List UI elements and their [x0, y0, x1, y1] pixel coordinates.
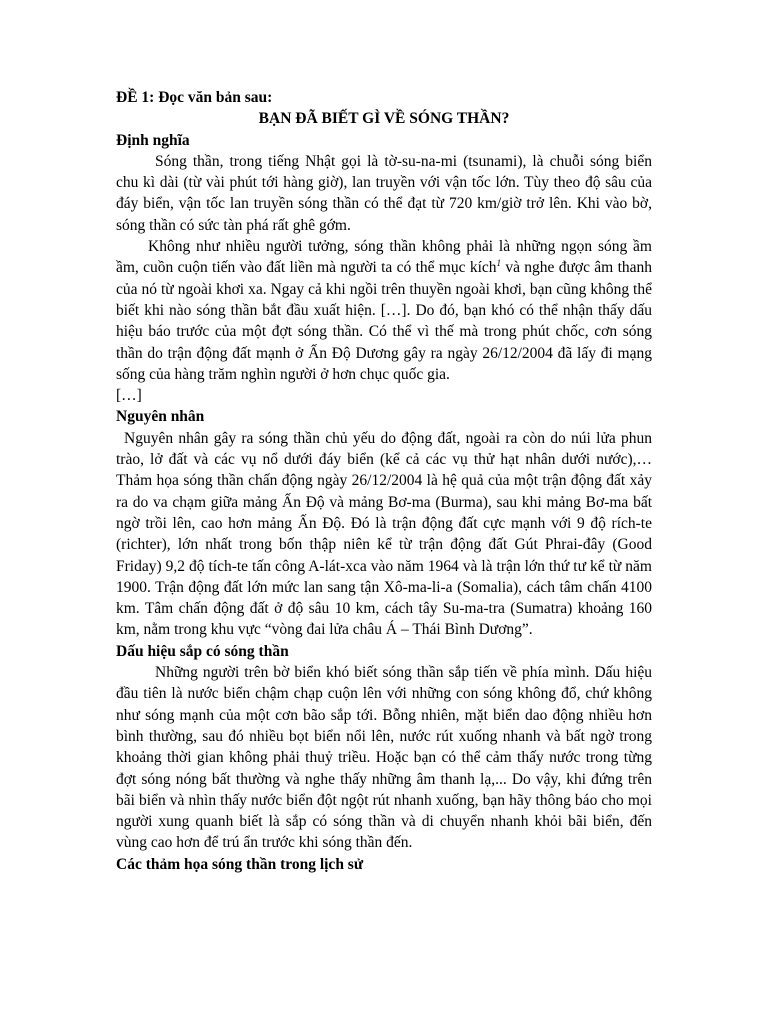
footnote-marker[interactable]: 1 [496, 258, 502, 269]
exam-heading: ĐỀ 1: Đọc văn bản sau: [116, 89, 273, 106]
paragraph-cause-1: Nguyên nhân gây ra sóng thần chủ yếu do động đất, ngoài ra còn do núi lửa phun trào, lở đất và các vụ nổ dưới đáy biển (kể cả các vụ thử hạt nhân dưới nước),… Thảm họa sóng thần chấn động ngày 26/12/2004 là hệ quả của một trận động đất xảy ra do va chạm giữa mảng Ấn Độ và mảng Bơ-ma (Burma), sau khi mảng Bơ-ma bất ngờ trồi lên, cao hơn mảng Ấn Độ. Đó là trận động đất cực mạnh với 9 độ rích-te (richter), lớn nhất trong bốn thập niên kể từ trận động đất Gút Phrai-đây (Good Friday) 9,2 độ tích-te tấn công A-lát-xca vào năm 1964 và là trận lớn thứ tư kể từ năm 1900. Trận động đất lớn mức lan sang tận Xô-ma-li-a (Somalia), cách tâm chấn 4100 km. Tâm chấn động đất ở độ sâu 10 km, cách tây Su-ma-tra (Sumatra) khoảng 160 km, nằm trong khu vực “vòng đai lửa châu Á – Thái Bình Dương”. [116, 429, 652, 639]
ellipsis-marker: […] [116, 387, 142, 405]
section-heading-cause: Nguyên nhân [116, 408, 205, 426]
paragraph-text: Không như nhiều người tưởng, sóng thần không phải là những ngọn sóng ầm ầm, cuồn cuộn tiến vào đất liền mà người ta có thể mục kích [116, 238, 652, 277]
document-title: BẠN ĐÃ BIẾT GÌ VỀ SÓNG THẦN? [258, 110, 510, 128]
section-heading-definition: Định nghĩa [116, 131, 190, 149]
paragraph-text: và nghe được âm thanh của nó từ ngoài khơi xa. Ngay cả khi ngồi trên thuyền ngoài khơi, bạn cũng không thể biết khi nào sóng thần bắt đầu xuất hiện. […]. Do đó, bạn khó có thể nhận thấy dấu hiệu báo trước của một đợt sóng thần. Có thể vì thế mà trong phút chốc, cơn sóng thần do trận động đất mạnh ở Ấn Độ Dương gây ra ngày 26/12/2004 đã lấy đi mạng sống của hàng trăm nghìn người ở hơn chục quốc gia. [116, 259, 653, 383]
section-heading-signs: Dấu hiệu sắp có sóng thần [116, 642, 289, 660]
paragraph-definition-1: Sóng thần, trong tiếng Nhật gọi là tờ-su-na-mi (tsunami), là chuỗi sóng biển chu kì dài (từ vài phút tới hàng giờ), lan truyền với vận tốc lớn. Tùy theo độ sâu của đáy biển, vận tốc lan truyền sóng thần có thể đạt từ 720 km/giờ trở lên. Khi vào bờ, sóng thần có sức tàn phá rất ghê gớm. [116, 152, 652, 234]
paragraph-signs-1: Những người trên bờ biển khó biết sóng thần sắp tiến về phía mình. Dấu hiệu đầu tiên là nước biển chậm chạp cuộn lên với những con sóng không đổ, chứ không như sóng mạnh của một cơn bão sắp tới. Bỗng nhiên, mặt biển dao động nhiều hơn bình thường, sau đó nhiều bọt biển nổi lên, nước rút xuống nhanh và bất ngờ trong khoảng thời gian không phải thuỷ triều. Hoặc bạn có thể cảm thấy nước trong từng đợt sóng nóng bất thường và nghe thấy những âm thanh lạ,... Do vậy, khi đứng trên bãi biển và nhìn thấy nước biển đột ngột rút nhanh xuống, bạn hãy thông báo cho mọi người xung quanh biết là sắp có sóng thần và di chuyển nhanh khỏi bãi biển, đến vùng cao hơn để trú ẩn trước khi sóng thần đến. [116, 664, 652, 852]
section-heading-history: Các thảm họa sóng thần trong lịch sử [116, 855, 364, 873]
paragraph-definition-2 [116, 236, 652, 385]
